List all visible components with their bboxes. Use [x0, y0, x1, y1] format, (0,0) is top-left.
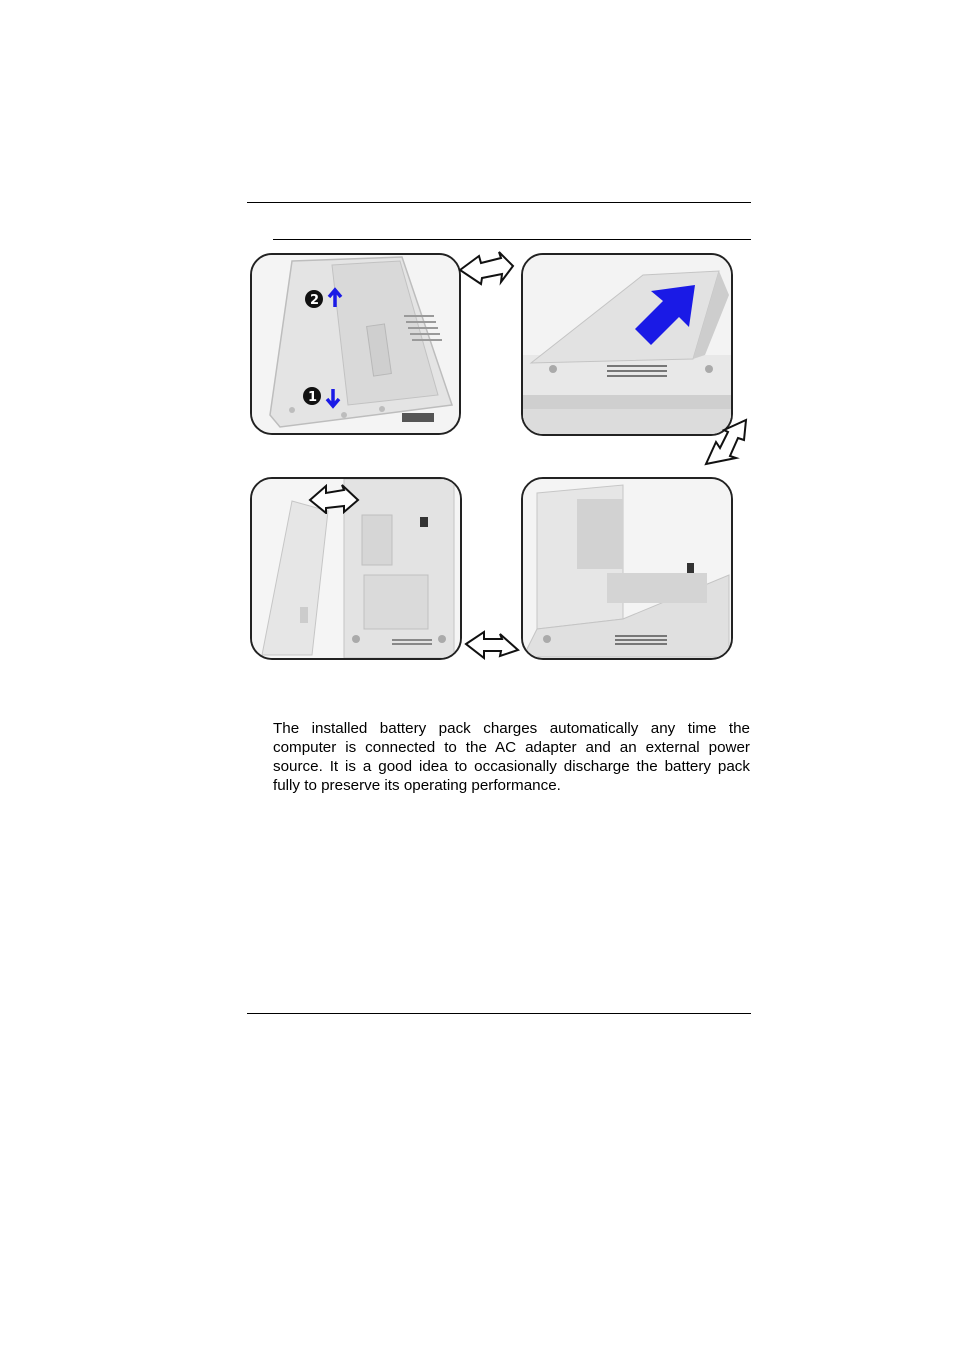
- flow-arrow-1-to-2: [457, 250, 517, 286]
- header-rule: [247, 202, 751, 203]
- photo-step2-lift: [521, 253, 733, 436]
- section-rule: [273, 239, 751, 240]
- photo-step4-empty-bay: [521, 477, 733, 660]
- flow-arrow-4-to-3: [462, 630, 522, 660]
- photo-step1-latches: [250, 253, 461, 435]
- svg-text:2: 2: [310, 293, 320, 308]
- svg-text:1: 1: [308, 390, 318, 405]
- battery-charging-paragraph: The installed battery pack charges automatically any time the computer is connected to the AC adapter and an external power source. It is a good idea to occasionally discharge the battery pack fully to preserve its operating performance.: [273, 720, 750, 795]
- flow-arrow-2-to-4: [700, 416, 750, 470]
- footer-rule: [247, 1013, 751, 1014]
- flow-arrow-3-out: [306, 484, 362, 514]
